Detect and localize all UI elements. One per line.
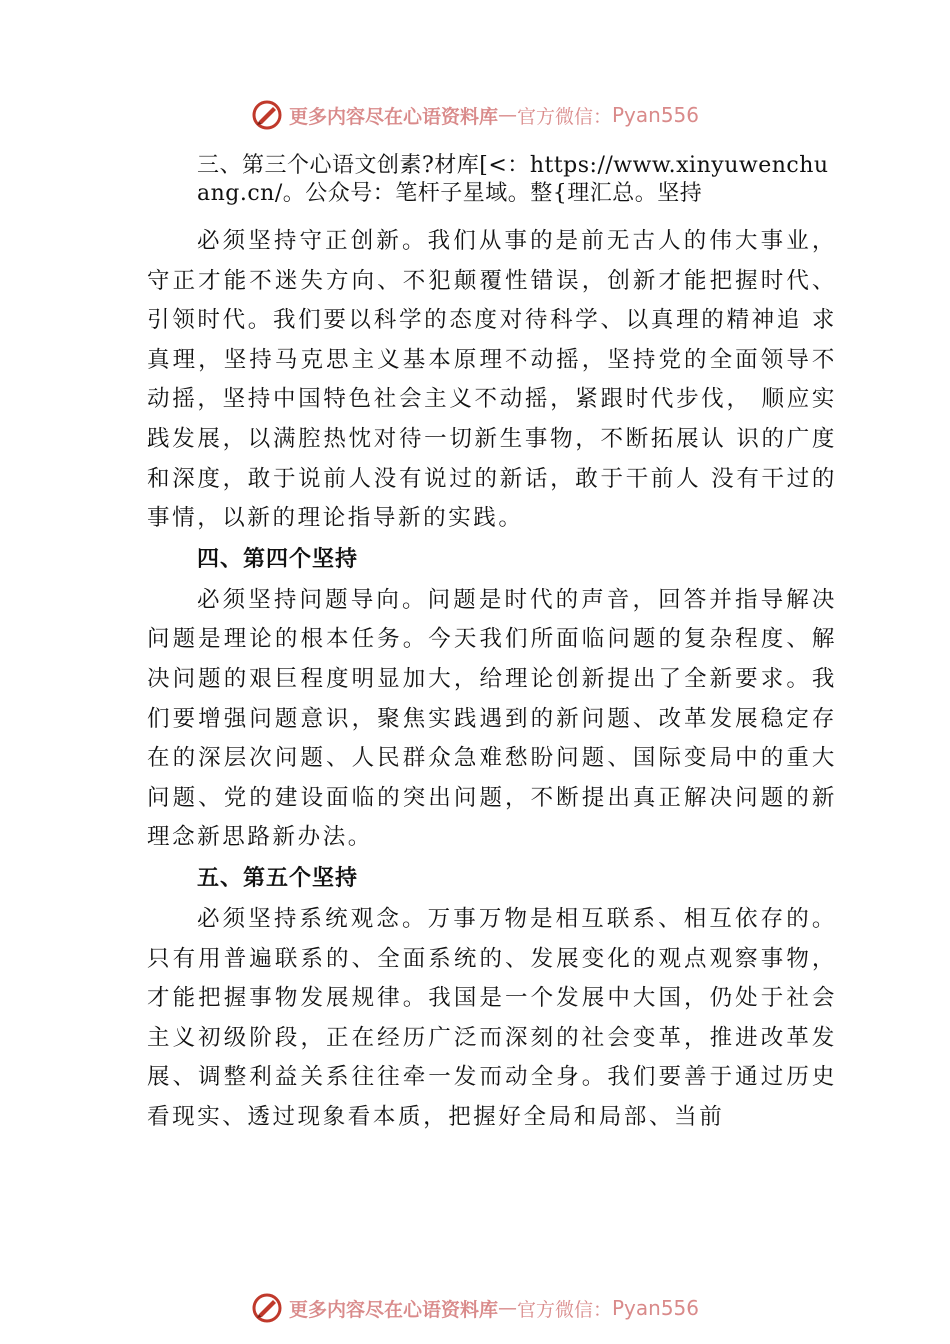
header-banner xyxy=(0,95,950,135)
pen-logo-icon xyxy=(251,1292,283,1324)
document-body xyxy=(147,152,837,1137)
banner-wechat-label: 官方微信： xyxy=(516,105,612,128)
footer-banner xyxy=(0,1288,950,1328)
banner-wechat-id: Pyan556 xyxy=(612,103,700,127)
footer-main-text: 更多内容尽在心语资料库 xyxy=(288,1298,498,1321)
section3-paragraph: 必须坚持守正创新。我们从事的是前无古人的伟大事业，守正才能不迷失方向、不犯颠覆性错误，创新才能把握时代、引领时代。我们要以科学的态度对待科学、以真理的精神追 求真理，坚持马克思主义基本原理不动摇，坚持党的全面领导不动摇，坚持中国特色社会主义不动摇，紧跟时代步伐， 顺应实践发展，以满腔热忱对待一切新生事物，不断拓展认 识的广度和深度，敢于说前人没有说过的新话，敢于干前人 没有干过的事情，以新的理论指导新的实践。 xyxy=(147,228,837,532)
banner-main-text: 更多内容尽在心语资料库 xyxy=(288,105,498,128)
section3-heading: 三、第三个心语文创素?材库[<：https://www.xinyuwenchuang.cn/。公众号：笔杆子星域。整{理汇总。坚持 xyxy=(197,153,829,206)
footer-wechat-label: 官方微信： xyxy=(516,1298,612,1321)
footer-wechat-id: Pyan556 xyxy=(612,1296,700,1320)
section4-heading: 四、第四个坚持 xyxy=(197,546,359,572)
footer-separator: — xyxy=(497,1297,517,1319)
section4-paragraph: 必须坚持问题导向。问题是时代的声音，回答并指导解决问题是理论的根本任务。今天我们所面临问题的复杂程度、解决问题的艰巨程度明显加大，给理论创新提出了全新要求。我们要增强问题意识，聚焦实践遇到的新问题、改革发展稳定存在的深层次问题、人民群众急难愁盼问题、国际变局中的重大问题、党的建设面临的突出问题，不断提出真正解决问题的新理念新思路新办法。 xyxy=(147,586,837,851)
pen-logo-icon xyxy=(251,99,283,131)
section5-heading: 五、第五个坚持 xyxy=(197,865,359,891)
section5-paragraph: 必须坚持系统观念。万事万物是相互联系、相互依存的。只有用普遍联系的、全面系统的、发展变化的观点观察事物，才能把握事物发展规律。我国是一个发展中大国，仍处于社会主义初级阶段，正在经历广泛而深刻的社会变革，推进改革发展、调整利益关系往往牵一发而动全身。我们要善于通过历史看现实、透过现象看本质，把握好全局和局部、当前 xyxy=(147,905,837,1130)
banner-separator: — xyxy=(497,104,517,126)
